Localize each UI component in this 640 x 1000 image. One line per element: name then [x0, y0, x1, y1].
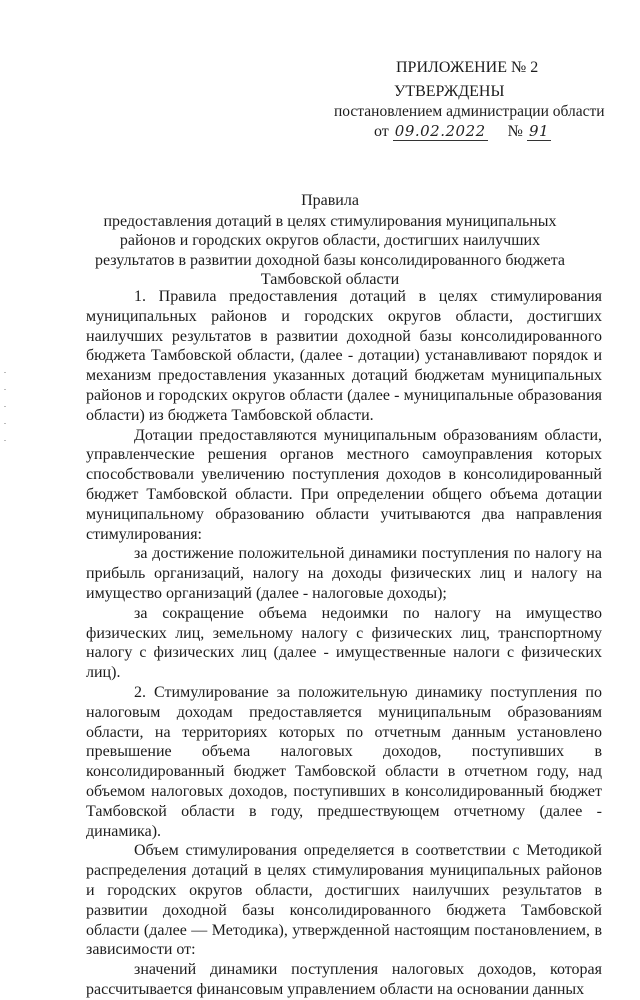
paragraph: 2. Стимулирование за положительную динамику поступления по налоговым доходам предоставляется муниципальным образованиям области, на территориях которых по отчетным данным установлено превышение объема налоговых доходов, поступивших в консолидированный бюджет Тамбовской области в отчетном году, над объемом налоговых доходов, поступивших в консолидированный бюджет Тамбовской области в году, предшествующем отчетному (далее - динамика).: [86, 683, 602, 840]
paragraph: за сокращение объема недоимки по налогу на имущество физических лиц, земельному налогу с физических лиц, транспортному налогу с физических лиц (далее - имущественные налоги с физических лиц).: [86, 604, 602, 682]
title-subtitle: предоставления дотаций в целях стимулирования муниципальных районов и городских округов области, достигших наилучших результатов в развитии доходной базы консолидированного бюджета Тамбовской области: [95, 212, 565, 288]
handwritten-date: 09.02.2022: [394, 122, 486, 140]
approved-label: УТВЕРЖДЕНЫ: [394, 83, 505, 100]
appendix-label: ПРИЛОЖЕНИЕ № 2: [396, 59, 539, 76]
resolution-label: постановлением администрации области: [334, 103, 605, 120]
document-body: [86, 287, 602, 1000]
paragraph: значений динамики поступления налоговых доходов, которая рассчитывается финансовым управлением области на основании данных: [86, 961, 602, 998]
paragraph: 1. Правила предоставления дотаций в целях стимулирования муниципальных районов и городских округов области, достигших наилучших результатов в развитии доходной базы консолидированного бюджета Тамбовской области, (далее - дотации) устанавливают порядок и механизм предоставления указанных дотаций бюджетам муниципальных районов и городских округов области (далее - муниципальные образования области) из бюджета Тамбовской области.: [86, 288, 602, 424]
date-prefix: от: [374, 123, 389, 140]
handwritten-number: 91: [528, 122, 550, 140]
margin-scan-marks: [4, 372, 8, 492]
resolution-date-line: [374, 121, 551, 142]
paragraph: Дотации предоставляются муниципальным образованиям области, управленческие решения органов местного самоуправления которых способствовали увеличению поступления доходов в консолидированный бюджет Тамбовской области. При определении общего объема дотации муниципальному образованию области учитываются два направления стимулирования:: [86, 426, 602, 543]
number-prefix: №: [507, 123, 523, 140]
document-title: [80, 191, 580, 290]
paragraph: Объем стимулирования определяется в соответствии с Методикой распределения дотаций в целях стимулирования муниципальных районов и городских округов области, достигших наилучших результатов в развитии доходной базы консолидированного бюджета Тамбовской области (далее — Методика), утвержденной настоящим постановлением, в зависимости от:: [86, 842, 602, 959]
paragraph: за достижение положительной динамики поступления по налогу на прибыль организаций, налогу на доходы физических лиц и налогу на имущество организаций (далее - налоговые доходы);: [86, 545, 602, 602]
title-main: Правила: [301, 192, 359, 209]
